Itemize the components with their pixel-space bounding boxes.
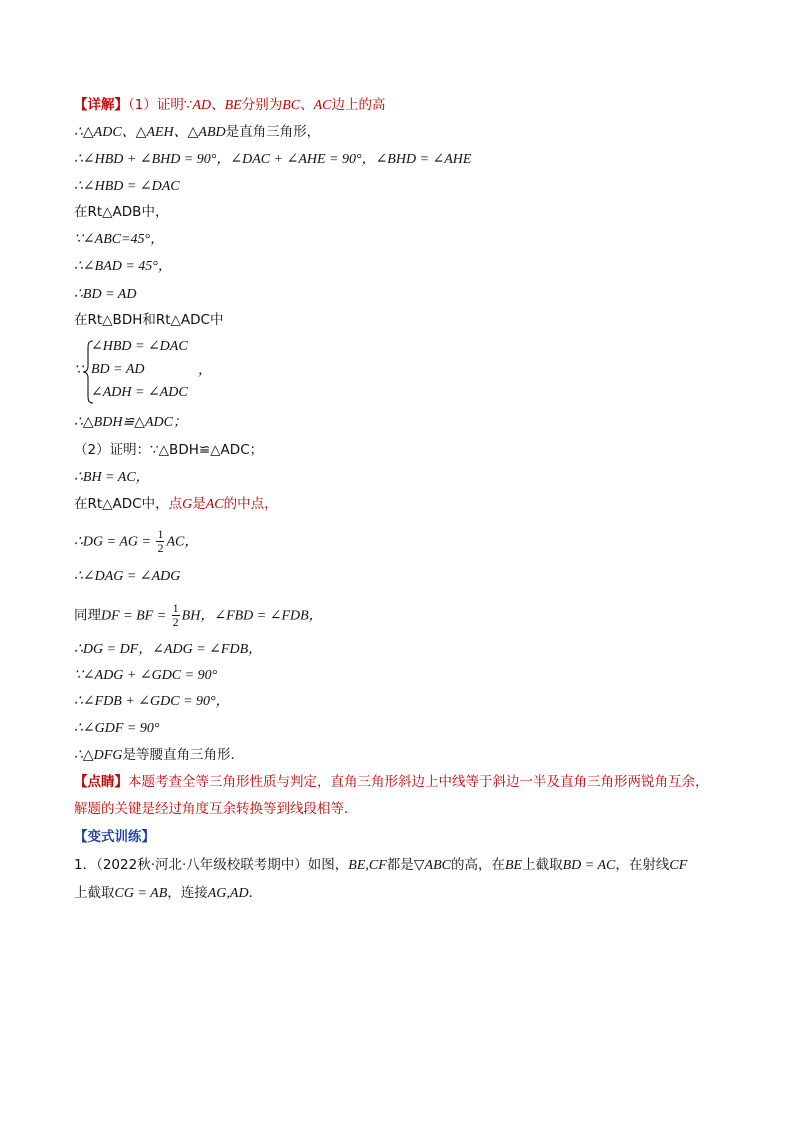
step-line: ∴∠FDB + ∠GDC = 90°， bbox=[74, 694, 230, 709]
step-line: ∵∠ADG + ∠GDC = 90° bbox=[74, 668, 218, 683]
step-line: ∴∠HBD = ∠DAC bbox=[74, 179, 180, 194]
step-line: ∴△BDH≌△ADC； bbox=[74, 415, 187, 430]
practice-tag: 【变式训练】 bbox=[74, 829, 155, 845]
step-line: ∴△ADC、△AEH、△ABD是直角三角形， bbox=[74, 124, 321, 140]
comment-tag: 【点睛】 bbox=[74, 774, 128, 790]
step-line: ∴△DFG是等腰直角三角形． bbox=[74, 747, 244, 763]
step-line: ∴∠HBD + ∠BHD = 90°，∠DAC + ∠AHE = 90°，∠BHD = ∠AHE bbox=[74, 152, 472, 167]
system-row-1: ∠HBD = ∠DAC bbox=[91, 339, 188, 354]
step-line: ∴BH = AC， bbox=[74, 470, 150, 485]
practice-heading bbox=[74, 828, 155, 846]
equation-system bbox=[74, 336, 334, 408]
fraction: $\frac{1}{2}$ bbox=[172, 601, 179, 629]
fraction: $\frac{1}{2}$ bbox=[157, 527, 164, 555]
step-line: （2）证明：∵△BDH≌△ADC； bbox=[74, 442, 264, 458]
step-line: 在Rt△ADC中，点G是AC的中点， bbox=[74, 496, 278, 512]
detail-heading-line: 【详解】（1）证明∵AD、BE分别为BC、AC边上的高 bbox=[74, 97, 386, 113]
question-line-1: 1．（2022秋·河北·八年级校联考期中）如图，BE,CF都是▽ABC的高，在BE上截取BD = AC，在射线CF bbox=[74, 857, 688, 873]
because-symbol: ∵ bbox=[74, 363, 83, 378]
step-line: ∴DG = AG = $\frac{1}{2}$ AC， bbox=[74, 527, 199, 555]
step-line: 同理DF = BF = $\frac{1}{2}$ BH，∠FBD = ∠FDB， bbox=[74, 601, 323, 629]
step-line: ∵∠ABC=45°， bbox=[74, 232, 165, 247]
question-line-2: 上截取CG = AB，连接AG,AD． bbox=[74, 885, 263, 901]
system-trail: ， bbox=[198, 363, 212, 378]
step-line: ∴DG = DF，∠ADG = ∠FDB， bbox=[74, 642, 263, 657]
step-line: ∴∠GDF = 90° bbox=[74, 721, 160, 736]
detail-tag: 【详解】 bbox=[74, 97, 128, 113]
step-line: 在Rt△ADB中， bbox=[74, 204, 169, 220]
system-row-3: ∠ADH = ∠ADC bbox=[91, 385, 188, 400]
step-line: ∴BD = AD bbox=[74, 287, 137, 302]
system-row-2: BD = AD bbox=[91, 362, 145, 377]
step-line: ∴∠BAD = 45°， bbox=[74, 259, 172, 274]
step-line: ∴∠DAG = ∠ADG bbox=[74, 569, 181, 584]
step-line: 在Rt△BDH和Rt△ADC中 bbox=[74, 312, 224, 328]
comment-line-1: 【点睛】本题考查全等三角形性质与判定，直角三角形斜边上中线等于斜边一半及直角三角形两锐角互余， bbox=[74, 774, 709, 790]
comment-line-2: 解题的关键是经过角度互余转换等到线段相等． bbox=[74, 801, 358, 817]
